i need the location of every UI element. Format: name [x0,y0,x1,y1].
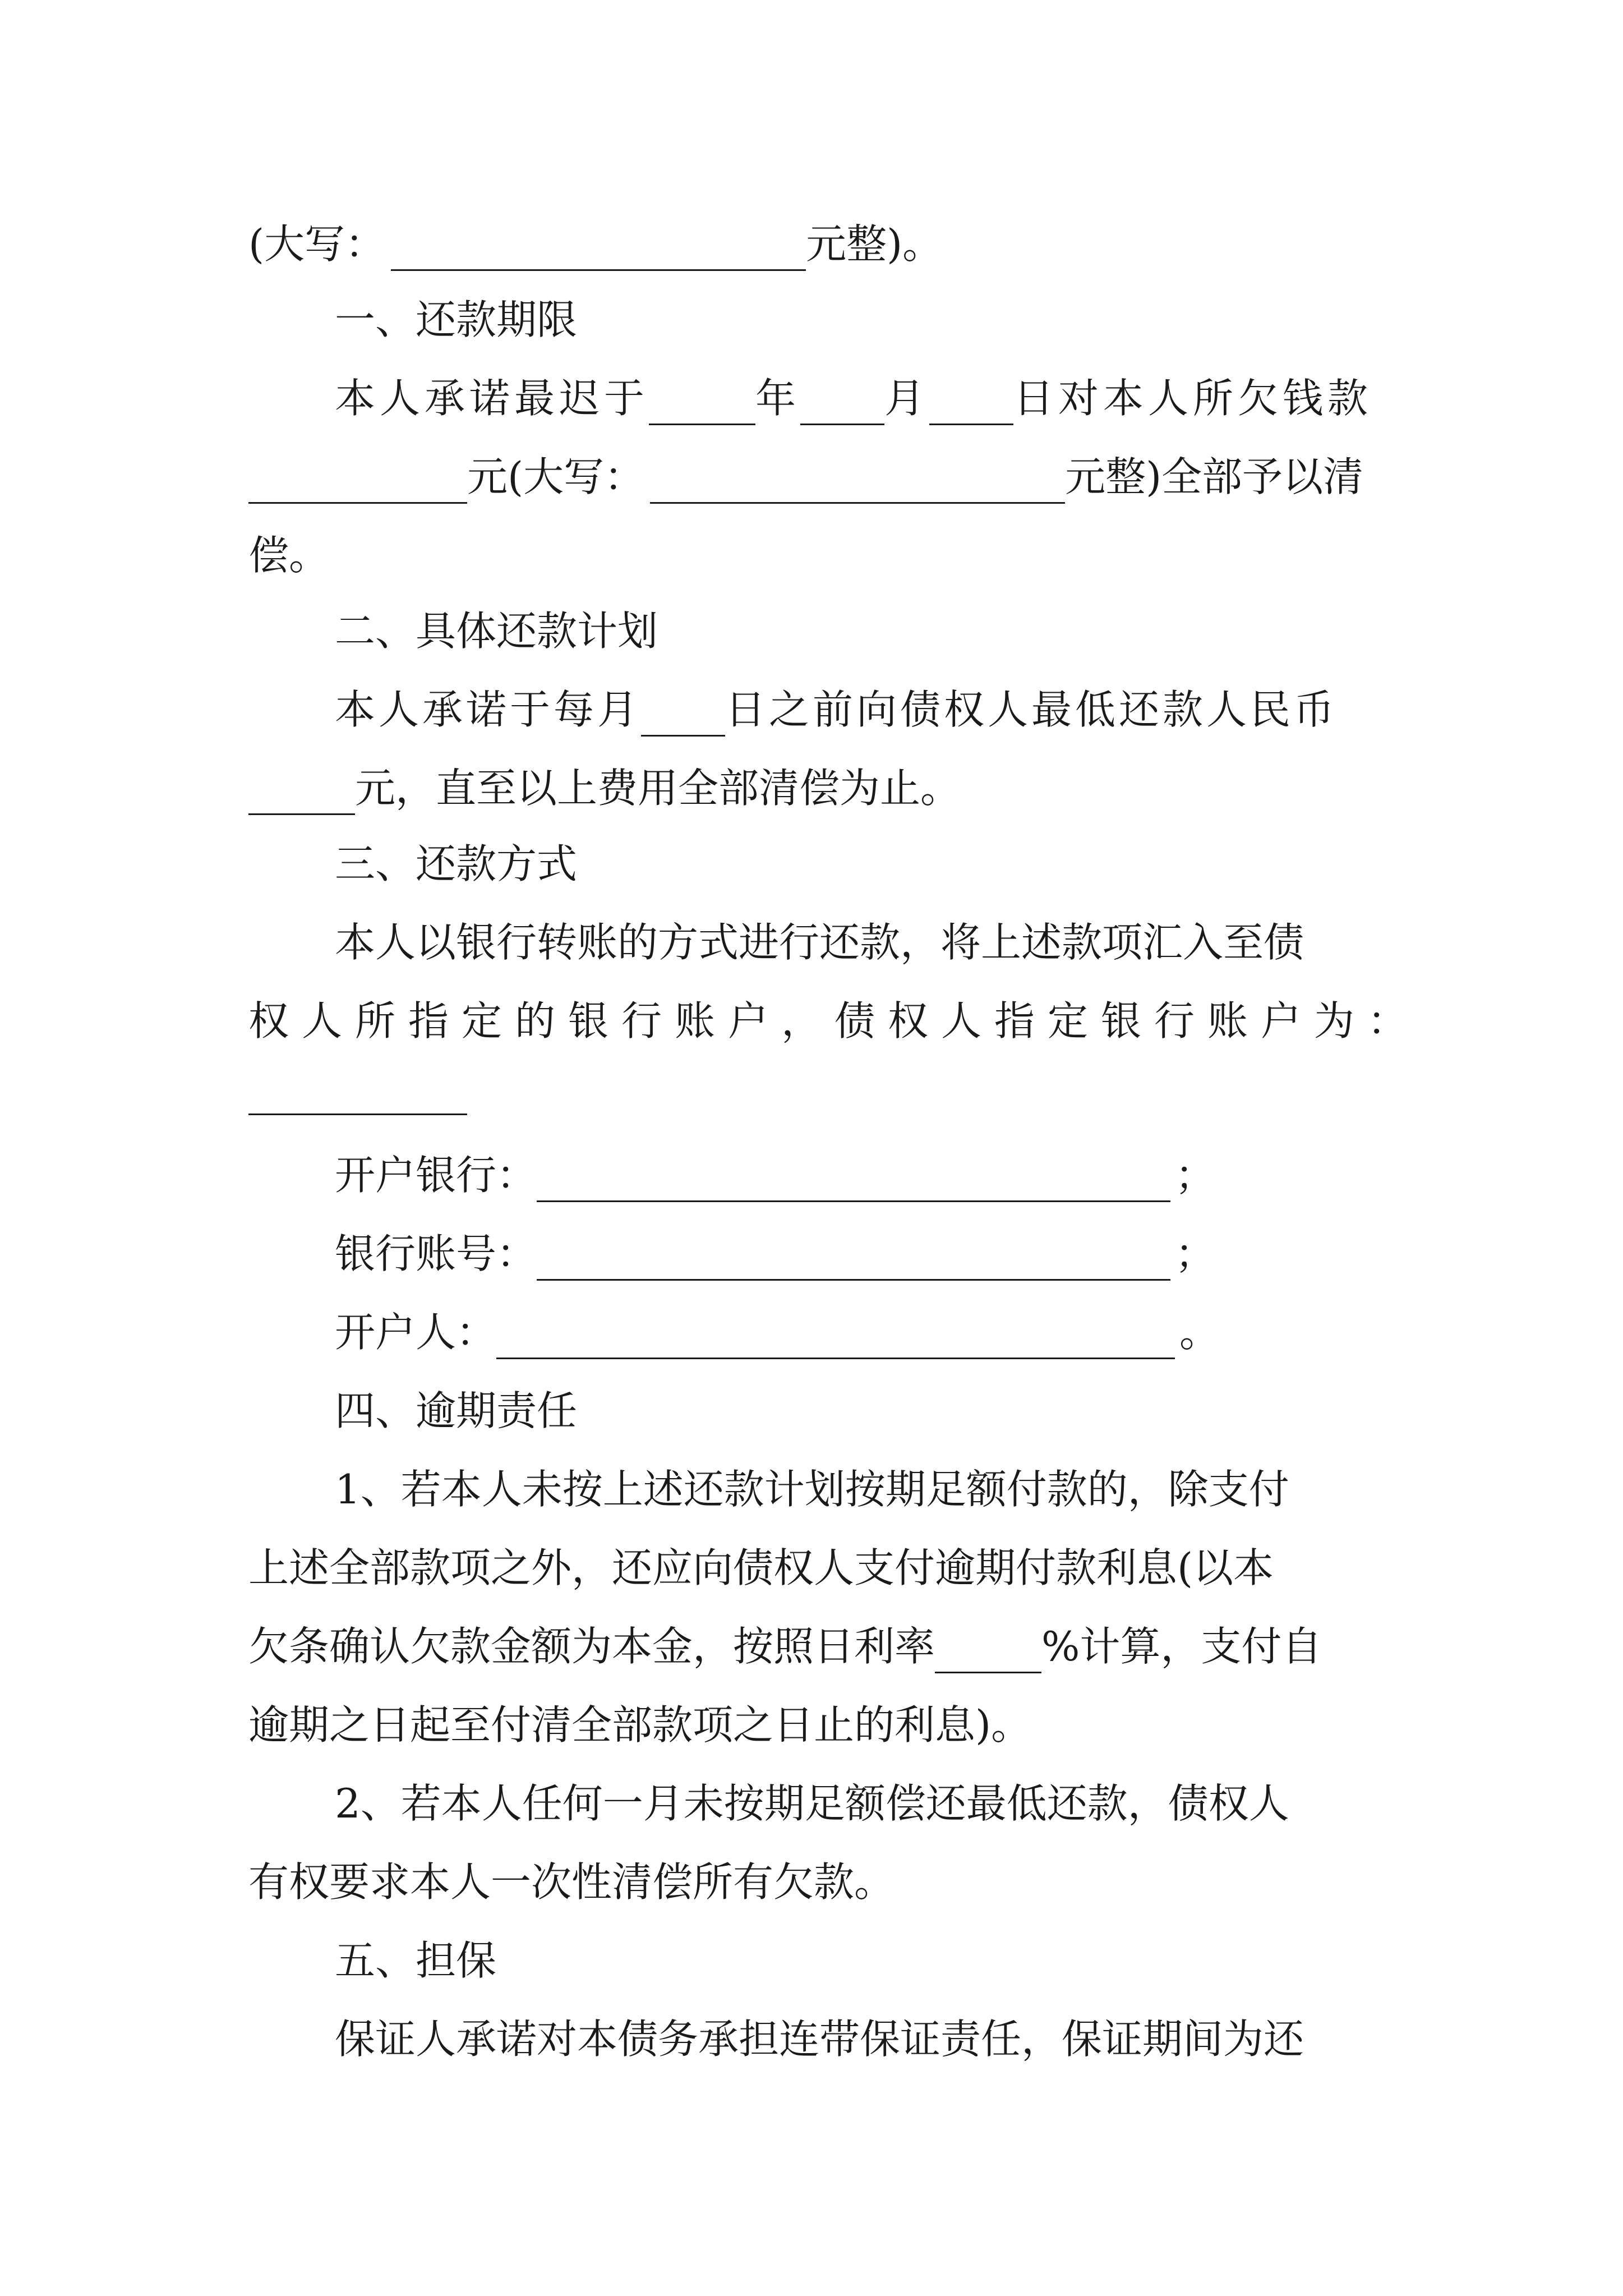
account-number-label: 银行账号： [335,1230,537,1277]
account-number-line [335,1223,1215,1285]
monthly-plan-line [335,679,1338,740]
year-label: 年 [755,375,801,422]
section-heading-guarantee: 五、担保 [335,1937,497,1984]
paragraph-continuation: 偿。 [248,532,330,579]
deadline-month-blank[interactable] [800,367,884,425]
section-heading-repayment-deadline: 一、还款期限 [335,296,578,343]
bank-transfer-text: 本人以银行转账的方式进行还款，将上述款项汇入至债 [335,919,1304,966]
daily-rate-suffix: %计算，支付自 [1041,1623,1322,1670]
owed-amount-uppercase-blank[interactable] [650,446,1065,504]
overdue-clause-1-line-2: 上述全部款项之外，还应向债权人支付逾期付款利息(以本 [248,1544,1274,1591]
section-heading-repayment-plan: 二、具体还款计划 [335,608,658,655]
deadline-promise-text: 本人承诺最迟于 [335,375,649,422]
daily-rate-text: 欠条确认欠款金额为本金，按照日利率 [248,1623,935,1670]
account-blank[interactable] [248,1114,467,1115]
minimum-payment-text: 日之前向债权人最低还款人民币 [725,686,1338,733]
deadline-date-line [335,367,1372,429]
minimum-amount-line [248,757,961,819]
account-holder-end: 。 [1179,1309,1220,1356]
overdue-clause-2-line-2: 有权要求本人一次性清偿所有欠款。 [248,1858,895,1906]
owed-amount-uppercase-label: 元(大写： [467,453,645,500]
account-holder-line [335,1301,1220,1363]
overdue-clause-1-line-4: 逾期之日起至付清全部款项之日止的利息)。 [248,1701,1032,1749]
section-heading-overdue-liability: 四、逾期责任 [335,1387,578,1434]
minimum-amount-blank[interactable] [248,757,355,815]
owed-amount-suffix: 元整)全部予以清 [1065,453,1364,500]
deadline-owed-text: 日对本人所欠钱款 [1013,375,1373,422]
owed-amount-blank[interactable] [248,446,467,504]
month-label: 月 [884,375,930,422]
bank-name-line [335,1144,1215,1206]
section-heading-repayment-method: 三、还款方式 [335,840,578,887]
until-paid-text: 元，直至以上费用全部清偿为止。 [355,765,961,812]
account-number-end: ； [1175,1230,1216,1277]
daily-rate-line [248,1616,1322,1677]
amount-uppercase-label: (大写： [248,220,386,268]
owed-amount-line [248,446,1363,508]
account-holder-blank[interactable] [496,1301,1175,1359]
deadline-year-blank[interactable] [649,367,755,425]
bank-name-end: ； [1175,1152,1216,1199]
bank-name-label: 开户银行： [335,1152,537,1199]
designated-account-text: 权人所指定的银行账户，债权人指定银行账户为： [248,997,1421,1045]
monthly-plan-text: 本人承诺于每月 [335,686,642,733]
monthly-day-blank[interactable] [641,679,725,737]
amount-uppercase-blank[interactable] [391,213,806,271]
amount-uppercase-line [248,213,943,275]
bank-name-blank[interactable] [537,1144,1170,1202]
amount-uppercase-suffix: 元整)。 [806,220,943,268]
account-number-blank[interactable] [537,1223,1170,1281]
daily-rate-blank[interactable] [935,1616,1041,1673]
overdue-clause-1-line-1: 1、若本人未按上述还款计划按期足额付款的，除支付 [335,1466,1289,1513]
deadline-day-blank[interactable] [929,367,1013,425]
guarantee-text: 保证人承诺对本债务承担连带保证责任，保证期间为还 [335,2016,1304,2063]
overdue-clause-2-line-1: 2、若本人任何一月未按期足额偿还最低还款，债权人 [335,1780,1289,1827]
account-holder-label: 开户人： [335,1309,497,1356]
